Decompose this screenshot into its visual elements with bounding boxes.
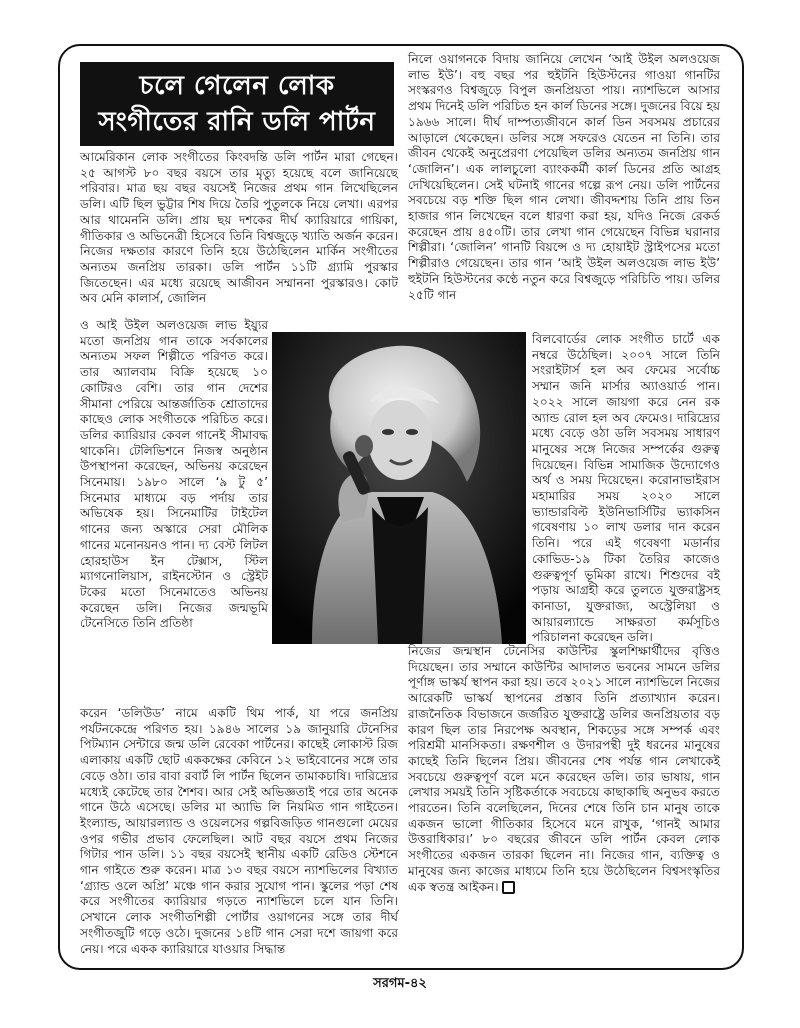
page-number: সরগম-৪২ [373, 976, 427, 991]
headline-line-1: চলে গেলেন লোক [139, 71, 335, 101]
singer-photo-image [272, 332, 526, 644]
article-paragraph-a: আমেরিকান লোক সংগীতের কিংবদন্তি ডলি পার্টন মারা গেছেন। ২৫ আগস্ট ৮০ বছর বয়সে তার মৃত্যু হয়েছে বলে জানিয়েছে পরিবার। মাত্র ছয় বছর বয়সেই নিজের প্রথম গান লিখেছিলেন ডলি। এটি ছিল ভুট্টার শিষ দিয়ে তৈরি পুতুলকে নিয়ে লেখা। এরপর আর থামেননি ডলি। প্রায় ছয় দশকের দীর্ঘ ক্যারিয়ারে গায়িকা, গীতিকার ও অভিনেত্রী হিসেবে তিনি বিশ্বজুড়ে খ্যাতি অর্জন করেন। নিজের দক্ষতার কারণে তিনি হয়ে উঠেছিলেন মার্কিন সংগীতের অন্যতম জনপ্রিয় তারকা। ডলি পার্টন ১১টি গ্র্যামি পুরস্কার জিতেছেন। এর মধ্যে রয়েছে আজীবন সম্মাননা পুরস্কারও। কোট অব মেনি কালার্স, জোলিন [80, 150, 398, 306]
article-paragraph-f [408, 644, 720, 895]
article-column-d [408, 52, 720, 330]
headline-line-2: সংগীতের রানি ডলি পার্টন [98, 107, 376, 137]
article-column-a [80, 150, 398, 316]
article-column-b [80, 318, 268, 704]
singer-photo [272, 332, 526, 644]
article-paragraph-c: করেন ‘ডলিউড’ নামে একটি থিম পার্ক, যা পরে জনপ্রিয় পর্যটনকেন্দ্রে পরিণত হয়। ১৯৪৬ সালের ১৯ জানুয়ারি টেনেসির পিটম্যান সেন্টারে জন্ম ডলি রেবেকা পার্টনের। কাছেই লোকাস্ট রিজ এলাকায় একটি ছোট এককক্ষের কেবিনে ১২ ভাইবোনের সঙ্গে তার বেড়ে ওঠা। তার বাবা রবার্ট লি পার্টন ছিলেন তামাকচাষি। দারিদ্র্যের মধ্যেই কেটেছে তার শৈশব। আর সেই অভিজ্ঞতাই পরে তার অনেক গানে উঠে এসেছে। ডলির মা অ্যাভি লি নিয়মিত গান গাইতেন। ইংল্যান্ড, আয়ারল্যান্ড ও ওয়েলসের গল্পবিজড়িত গানগুলো মেয়ের ওপর গভীর প্রভাব ফেলেছিল। আট বছর বয়সে প্রথম নিজের গিটার পান ডলি। ১১ বছর বয়সেই স্থানীয় একটি রেডিও স্টেশনে গান গাইতে শুরু করেন। মাত্র ১৩ বছর বয়সে ন্যাশভিলের বিখ্যাত ‘গ্র্যান্ড ওলে অপ্রি’ মঞ্চে গান করার সুযোগ পান। স্কুলের পড়া শেষ করে সংগীতের ক্যারিয়ার গড়তে ন্যাশভিলে চলে যান তিনি। সেখানে লোক সংগীতশিল্পী পোর্টার ওয়াগনের সঙ্গে তার দীর্ঘ সংগীতজুটি গড়ে ওঠে। দুজনের ১৪টি গান সেরা দশে জায়গা করে নেয়। পরে একক ক্যারিয়ারে যাওয়ার সিদ্ধান্ত [80, 706, 398, 956]
article-column-c [80, 706, 398, 956]
article-paragraph-e: বিলবোর্ডের লোক সংগীত চার্টে এক নম্বরে উঠেছিল। ২০০৭ সালে তিনি সংরাইটার্স হল অব ফেমের সর্বোচ্চ সম্মান জনি মার্সার অ্যাওয়ার্ড পান। ২০২২ সালে জায়গা করে নেন রক অ্যান্ড রোল হল অব ফেমেও। দারিদ্র্যের মধ্যে বেড়ে ওঠা ডলি সবসময় সাধারণ মানুষের সঙ্গে নিজের সম্পর্কের গুরুত্ব দিয়েছেন। বিভিন্ন সামাজিক উদ্যোগেও অর্থ ও সময় দিয়েছেন। করোনাভাইরাস মহামারির সময় ২০২০ সালে ভ্যান্ডারবিল্ট ইউনিভার্সিটির ভ্যাকসিন গবেষণায় ১০ লাখ ডলার দান করেন তিনি। পরে এই গবেষণা মডার্নার কোভিড-১৯ টিকা তৈরির কাজেও গুরুত্বপূর্ণ ভূমিকা রাখে। শিশুদের বই পড়ায় আগ্রহী করে তুলতে যুক্তরাষ্ট্রসহ কানাডা, যুক্তরাজ্য, অস্ট্রেলিয়া ও আয়ারল্যান্ডে সাক্ষরতা কর্মসূচিও পরিচালনা করেছেন ডলি। [532, 332, 720, 645]
article-paragraph-f-text: নিজের জন্মস্থান টেনেসির কাউন্টির স্কুলশিক্ষার্থীদের বৃত্তিও দিয়েছেন। তার সম্মানে কাউন্টির আদালত ভবনের সামনে ডলির পূর্ণাঙ্গ ভাস্কর্য স্থাপন করা হয়। তবে ২০২১ সালে ন্যাশভিলে নিজের আরেকটি ভাস্কর্য স্থাপনের প্রস্তাব তিনি প্রত্যাখ্যান করেন। রাজনৈতিক বিভাজনে জর্জরিত যুক্তরাষ্ট্রে ডলির জনপ্রিয়তার বড় কারণ ছিল তার নিরপেক্ষ অবস্থান, শিকড়ের সঙ্গে সম্পর্ক এবং পরিশ্রমী মানসিকতা। রক্ষণশীল ও উদারপন্থী দুই ধরনের মানুষের কাছেই তিনি ছিলেন প্রিয়। জীবনের শেষ পর্যন্ত গান লেখাকেই সবচেয়ে গুরুত্বপূর্ণ বলে মনে করেছেন ডলি। তার ভাষায়, গান লেখার সময়ই তিনি সৃষ্টিকর্তাকে সবচেয়ে কাছাকাছি অনুভব করতে পারতেন। তিনি বলেছিলেন, দিনের শেষে তিনি চান মানুষ তাকে একজন ভালো গীতিকার হিসেবে মনে রাখুক, ‘গানই আমার উত্তরাধিকার।’ ৮০ বছরের জীবনে ডলি পার্টন কেবল লোক সংগীতের একজন তারকা ছিলেন না। নিজের গান, ব্যক্তিত্ব ও মানুষের জন্য কাজের মাধ্যমে তিনি হয়ে উঠেছিলেন বিশ্বসংস্কৃতির এক স্বতন্ত্র আইকন। [408, 644, 720, 894]
headline-box [80, 62, 394, 146]
article-paragraph-b: ও আই উইল অলওয়েজ লাভ ইয়্যুর মতো জনপ্রিয় গান তাকে সর্বকালের অন্যতম সফল শিল্পীতে পরিণত করে। তার অ্যালবাম বিক্রি হয়েছে ১০ কোটিরও বেশি। তার গান দেশের সীমানা পেরিয়ে আন্তর্জাতিক শ্রোতাদের কাছেও লোক সংগীতকে পরিচিত করে। ডলির ক্যারিয়ার কেবল গানেই সীমাবদ্ধ থাকেনি। টেলিভিশনে নিজস্ব অনুষ্ঠান উপস্থাপনা করেছেন, অভিনয় করেছেন সিনেমায়। ১৯৮০ সালে ‘৯ টু ৫’ সিনেমার মাধ্যমে বড় পর্দায় তার অভিষেক হয়। সিনেমাটির টাইটেল গানের জন্য অস্কারে সেরা মৌলিক গানের মনোনয়নও পান। দ্য বেস্ট লিটল হোরহাউস ইন টেক্সাস, স্টিল ম্যাগনোলিয়াস, রাইনস্টোন ও স্ট্রেইট টকের মতো সিনেমাতেও অভিনয় করেছেন ডলি। নিজের জন্মভূমি টেনেসিতে তিনি প্রতিষ্ঠা [80, 318, 268, 631]
square-end-mark-icon [502, 881, 515, 894]
article-column-f [408, 644, 720, 940]
article-column-e [532, 332, 720, 645]
article-paragraph-d: নিলে ওয়াগনকে বিদায় জানিয়ে লেখেন ‘আই উইল অলওয়েজ লাভ ইউ’। বহু বছর পর হুইটনি হিউস্টনের গাওয়া গানটির সংস্করণও বিশ্বজুড়ে বিপুল জনপ্রিয়তা পায়। ন্যাশভিলে আসার প্রথম দিনেই ডলি পরিচিত হন কার্ল ডিনের সঙ্গে। দুজনের বিয়ে হয় ১৯৬৬ সালে। দীর্ঘ দাম্পত্যজীবনে কার্ল ডিন সবসময় প্রচারের আড়ালে থেকেছেন। ডলির সঙ্গে সফরেও যেতেন না তিনি। তার জীবন থেকেই অনুপ্রেরণা পেয়েছিল ডলির অন্যতম জনপ্রিয় গান ‘জোলিন’। এক লালচুলো ব্যাংককর্মী কার্ল ডিনের প্রতি আগ্রহ দেখিয়েছিলেন। সেই ঘটনাই গানের গল্পে রূপ নেয়। ডলি পার্টনের সবচেয়ে বড় শক্তি ছিল গান লেখা। জীবদ্দশায় তিনি প্রায় তিন হাজার গান লিখেছেন বলে ধারণা করা হয়, যদিও নিজে রেকর্ড করেছেন প্রায় ৪৫০টি। তার লেখা গান গেয়েছেন বিভিন্ন ঘরানার শিল্পীরা। ‘জোলিন’ গানটি বিয়ন্সে ও দ্য হোয়াইট স্ট্রাইপসের মতো শিল্পীরাও গেয়েছেন। তার গান ‘আই উইল অলওয়েজ লাভ ইউ’ হুইটনি হিউস্টনের কণ্ঠে নতুন করে বিশ্বজুড়ে পরিচিতি পায়। ডলির ২৫টি গান [408, 52, 720, 302]
